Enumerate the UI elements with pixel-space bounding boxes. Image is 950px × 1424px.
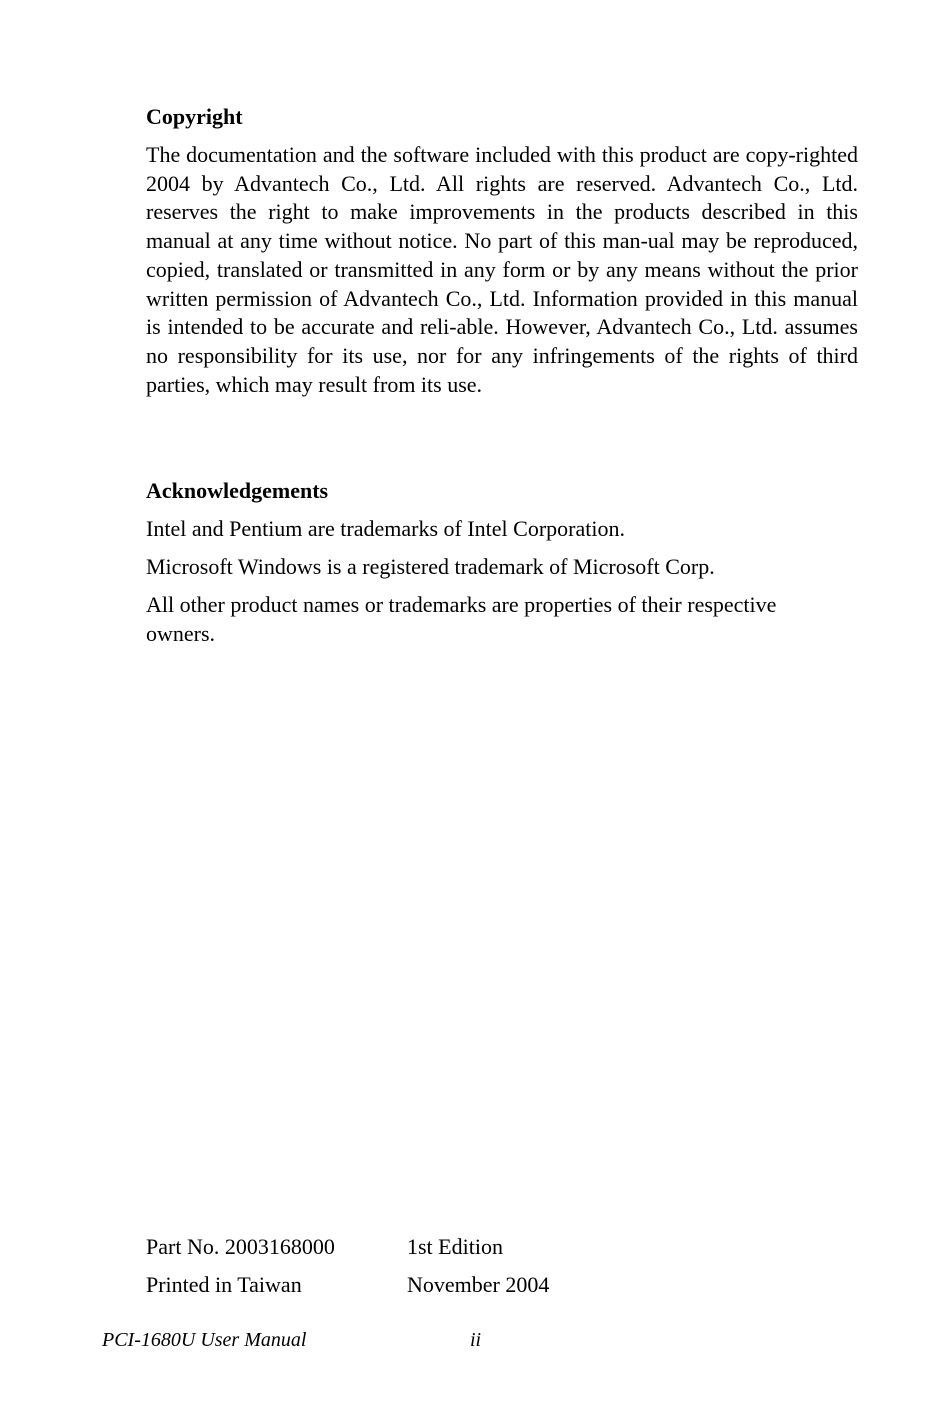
copyright-heading: Copyright	[146, 104, 243, 129]
ack-line-other: All other product names or trademarks are properties of their respective owners.	[146, 592, 777, 647]
part-number: Part No. 2003168000	[146, 1234, 335, 1259]
edition: 1st Edition	[407, 1234, 503, 1259]
ack-line-microsoft: Microsoft Windows is a registered trademark of Microsoft Corp.	[146, 554, 715, 580]
copyright-section	[146, 103, 866, 399]
publication-date: November 2004	[407, 1272, 550, 1297]
acknowledgements-heading: Acknowledgements	[146, 478, 329, 503]
copyright-body: The documentation and the software included with this product are copy-righted 2004 by Advantech Co., Ltd. All rights are reserved. Advantech Co., Ltd. reserves the right to make improvements in the products described in this manual at any time without notice. No part of this man-ual may be reproduced, copied, translated or transmitted in any form or by any means without the prior written permission of Advantech Co., Ltd. Information provided in this manual is intended to be accurate and reli-able. However, Advantech Co., Ltd. assumes no responsibility for its use, nor for any infringements of the rights of third parties, which may result from its use.	[146, 142, 858, 397]
printed-location: Printed in Taiwan	[146, 1272, 302, 1297]
footer-page-number: ii	[470, 1329, 482, 1351]
acknowledgements-section	[146, 477, 866, 649]
footer-manual-title: PCI-1680U User Manual	[102, 1329, 307, 1351]
publication-row-part	[146, 1233, 503, 1261]
publication-row-printed	[146, 1271, 550, 1299]
ack-line-intel: Intel and Pentium are trademarks of Intel Corporation.	[146, 516, 625, 541]
